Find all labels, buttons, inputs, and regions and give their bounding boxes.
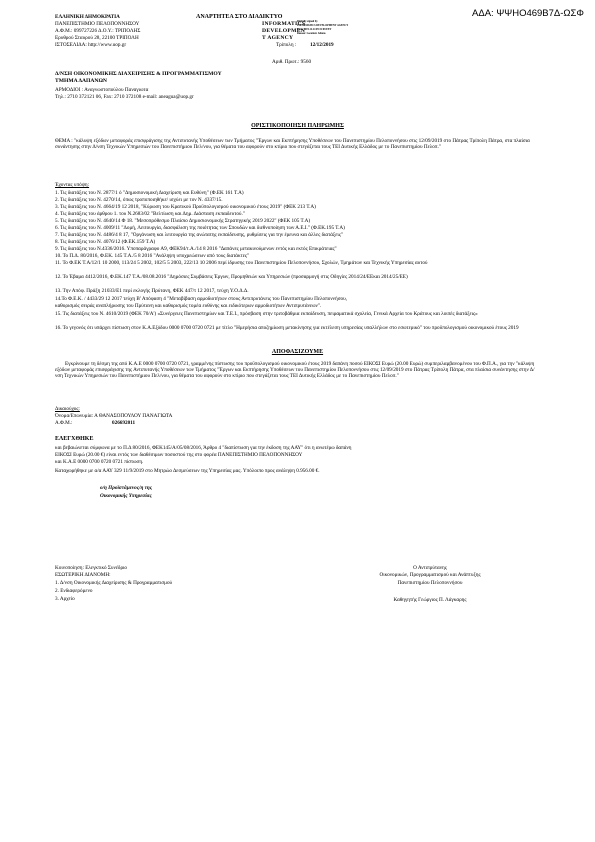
checked-line-1: και βεβαιώνεται σύμφωνα με το Π.Δ 80/2016, ΦΕΚ145/Α/05/08/2016, Άρθρο 4 "διαπίστωση για την έκδοση της ΑΑΥ" ότι η ανωτέρω δαπάνη: [55, 445, 352, 451]
org-line-4: Ερυθρού Σταυρού 28, 22100 ΤΡΙΠΟΛΗ: [55, 35, 139, 41]
document-title: ΟΡΙΣΤΙΚΟΠΟΙΗΣΗ ΠΛΗΡΩΜΗΣ: [251, 123, 344, 129]
checked-line-2: ΕΙΚΟΣΙ Ευρώ (20.00 €) είναι εντός των διαθέσιμων ποσοστού της στο φορέα ΠΑΝΕΠΙΣΤΗΜΙΟ ΠΕΛΟΠΟΝΝΗΣΟΥ: [55, 452, 303, 458]
beneficiary-label: Δικαιούχος:: [55, 406, 80, 412]
decision-paragraph: Εγκρίνουμε τη δέσμη της από Κ.Α.Ε 0000 0700 0720 0721, γραμμένης πίστωσης του προϋπολογισμού οικονομικού έτους 2019 δαπάνη ποσού ΕΙΚΟΣΙ Ευρώ (20.00 Ευρώ) συμπεριλαμβανομένου του Φ.Π.Α., για την "κάλυψη εξόδων μεταφοράς επισφράγισης της Αντιπυτανής Υποθέσεων των Τμήματος "Έργων και Εκπτήρησης Υποθέσεων του Πανεπιστημίου Πελοποννήσου στις 12/09/2019 στο Πάτρας Τρίπολη Πάτρα, στα πλαίσια συνάντησης στην Δ/νση Τεχνικών Υπηρεσιών του Πανεπιστήμιου Πελ/νου, για θέματα του αφορούν στο κτίριο που στεγάζεται τους ΤΕΙ Δυτικής Ελλάδος με το Πανεπιστημίου Πελοπ.": [55, 361, 535, 380]
org-line-3: Α.Φ.Μ.: 099727226 Δ.Ο.Υ.: ΤΡΙΠΟΛΗΣ: [55, 28, 141, 34]
posted-title: ΑΝΑΡΤΗΤΕΑ ΣΤΟ ΔΙΑΔΙΚΤΥΟ: [196, 14, 283, 20]
consideration-13: 13. Την Απόφ. Πράξη 21033/Ε1 περί εκλογής Πρύτανη, ΦΕΚ 447/τ 12 2017, τεύχη Υ.Ο.Δ.Δ.: [55, 288, 249, 294]
consideration-8: 8. Τις διατάξεις του Ν. 4076/12 (Φ.ΕΚ.159 Τ.Α): [55, 239, 156, 245]
consideration-16: 16. Το γεγονός ότι υπάρχει πίστωση στον Κ.Α.Εξόδου 0000 0700 0720 0721 με τίτλο "Ημερήσια αποζημίωση μετακίνησης για εκτέλεση υπηρεσίας υπαλλήλων στο εσωτερικό" του προϋπολογισμού οικονομικού έτους 2019: [55, 325, 519, 331]
signer-role-2: Πανεπιστημίου Πελοποννήσου: [397, 580, 463, 586]
distribution-item-1: 1. Δ/νση Οικονομικής Διαχείρισης & Προγραμματισμού: [55, 580, 173, 586]
date-value: 12/12/2019: [310, 42, 334, 48]
org-line-5: ΙΣΤΟΣΕΛΙΔΑ: http://www.uop.gr: [55, 42, 127, 48]
consideration-14-cont: καθορισμός σειράς αναπλήρωσης του Πρύτανη και καθορισμός τομέα ευθύνης και ειδικότερων αρμοδιοτήτων Αντιπρυτάνεων".: [55, 303, 322, 309]
consideration-2: 2. Τις διατάξεις του Ν. 4270/14, όπως τροποποιηθήκε/ ισχύει με τον Ν. 4337/15.: [55, 197, 223, 203]
ada-code: ΑΔΑ: ΨΨΗΟ469Β7Δ-ΩΣΦ: [472, 8, 584, 19]
consideration-12: 12. Το Έβαμα 4412/2016, Φ.ΕΚ.147 Τ.Α./08.08.2016 "Δημόσιες Συμβάσεις Έργων, Προμηθειών και Υπηρεσιών (προσαρμογή στις Οδηγίες 2014/24/ΕΕκαι 2014/25/ΕΕ): [55, 274, 408, 280]
consideration-4: 4. Τις διατάξεις του άρθρου 1. του Ν.2683/02 "Βελτίωση και Δημ. Διάσταση εκπαιδευτού.": [55, 211, 245, 217]
signer-name: Καθηγητής Γεώργιος Π. Λάγκαρης: [393, 597, 467, 603]
division-title: Δ/ΝΣΗ ΟΙΚΟΝΟΜΙΚΗΣ ΔΙΑΧΕΙΡΙΣΗΣ & ΠΡΟΓΡΑΜΜΑΤΙΣΜΟΥ: [55, 71, 222, 77]
consideration-6: 6. Τις διατάξεις του Ν. 4009/11 "Δομή, Λειτουργία, διασφάλιση της ποιότητας των Σπουδών και διεθνοποίηση των Α.Ε.Ι." (Φ.ΕΚ.195 Τ.Α): [55, 225, 345, 231]
consideration-14: 14.Το Φ.Ε.Κ. / 4433/29 12 2017 τεύχη Β' Απόφαση 4 "Μεταβίβαση αρμοδιοτήτων στους Αντιπρυτάνεις του Πανεπιστημίου Πελοποννήσου,: [55, 296, 347, 302]
logo-small-1: Digitally signed by: [297, 20, 318, 23]
having-label: Έχοντας υπόψη:: [55, 182, 90, 188]
beneficiary-afm-value: 026692011: [112, 420, 136, 426]
signoff-line-2: Οικονομικής Υπηρεσίας: [100, 493, 152, 499]
beneficiary-afm-label: Α.Φ.Μ.:: [55, 420, 73, 426]
consideration-11: 11. Το Φ.ΕΚ Τ.Α/12/1 10 2000, 113/24 5 2002, 102/5 5 2003, 222/13 10 2006 περί ίδρυσης του Πανεπιστημίου Πελοποννήσου, Σχολών, Τμημάτων και Τεχνικής Υπηρεσίας αυτού: [55, 260, 428, 266]
subject-paragraph: ΘΕΜΑ : "κάλυψη εξόδων μεταφοράς επισφράγισης της Αντιπυτανής Υποθέσεων των Τμήματος "Έργων και Εκπτήρησης Υποθέσεων του Πανεπιστημίου Πελοποννήσου στις 12/09/2019 στο Πάτρας Τρίπολη Πάτρα, στα πλαίσια συνάντησης στην Δ/νση Τεχνικών Υπηρεσιών του Πανεπιστήμιου Πελ/νου, για θέματα του αφορούν στο κτίριο που στεγάζεται τους ΤΕΙ Δυτικής Ελλάδος με το Πανεπιστημίου Πελοπ.": [55, 138, 530, 151]
consideration-5: 5. Τις διατάξεις του Ν. 4640/14 Φ 18. "Μεσοπρόθεσμο Πλαίσιο Δημοσιονομικής Στρατηγικής 2019 2022" (ΦΕΚ 105 Τ.Α): [55, 218, 311, 224]
registration-line: Καταχωρήθηκε με α/α ΑΑΥ 329 11/9/2019 στο Μητρώο Δεσμεύσεων της Υπηρεσίας μας. Υπόλοιπο προς ανάληψη 0.956.00 €.: [55, 468, 320, 474]
checked-line-3: και Κ.Α.Ε 0000 0700 0720 0721 πίστωση.: [55, 459, 144, 465]
internal-distribution-label: ΕΣΩΤΕΡΙΚΗ ΔΙΑΝΟΜΗ:: [55, 572, 111, 578]
consideration-15: 15. Τις διατάξεις του Ν. 4610/2019 (ΦΕΚ 70/Α') «Συνέργειες Πανεπιστημίων και Τ.Ε.Ι., πρόσβαση στην τριτοβάθμια εκπαίδευση, πειραματικά σχολεία, Γενικά Αρχεία του Κράτους και λοιπές διατάξεις»: [55, 311, 478, 317]
org-line-1: ΕΛΛΗΝΙΚΗ ΔΗΜΟΚΡΑΤΙΑ: [55, 14, 120, 20]
signer-role-1: Οικονομικών, Προγραμματισμού και Ανάπτυξης: [379, 572, 481, 578]
distribution-item-3: 3. Αρχείο: [55, 596, 75, 602]
consideration-10: 10. Το Π.Δ. 80/2016, Φ.ΕΚ. 145 Τ.Α./5 8 2016 "Ανάληψη υποχρεώσεων από τους διατάκτες": [55, 253, 250, 259]
checked-title: ΕΛΕΓΧΘΗΚΕ: [55, 436, 94, 442]
distribution-item-2: 2. Ενδιαφερόμενο: [55, 588, 93, 594]
logo-small-4: Reason: Location: Athens: [297, 32, 326, 35]
logo-small-2: INFORMATICS DEVELOPMENT AGENCY: [297, 24, 349, 27]
signoff-line-1: ο/η Προϊστάμενος/η της: [100, 485, 153, 491]
org-line-2: ΠΑΝΕΠΙΣΤΗΜΙΟ ΠΕΛΟΠΟΝΝΗΣΟΥ: [55, 21, 140, 27]
notification-label: Κοινοποίηση: Ελεγκτικό Συνέδριο: [55, 565, 128, 571]
logo-small-3: Date: 2019.12.24 09:31:08 EET: [297, 28, 332, 31]
consideration-9: 9. Τις διατάξεις του Ν.4336/2016. Υποπαράγραφο Α9, ΦΕΚ94/τ.Α./14 8 2016 "Δαπάνες μετακινούμενων εντός και εκτός Επικράτειας": [55, 246, 337, 252]
contact-line: Τηλ.: 2710 372121 06, Fax: 2710 372108 e-mail: aneagua@uop.gr: [55, 94, 194, 100]
decide-title: ΑΠΟΦΑΣΙΖΟΥΜΕ: [271, 349, 324, 355]
department-title: ΤΜΗΜΑ ΔΑΠΑΝΩΝ: [55, 78, 107, 84]
date-label: Τρίπολη :: [276, 42, 297, 48]
consideration-1: 1. Τις διατάξεις του Ν. 2877/1 ό "Δημοσιονομική Διαχείριση και Ευθύνη" (Φ.ΕΚ 161 Τ.Α): [55, 190, 244, 196]
responsible-line: ΑΡΜΟΔΙΟΙ : Αναγνωστοπούλου Παναγιωτα: [55, 87, 149, 93]
consideration-3: 3. Τις διατάξεις του Ν. 4664/19 12 2018, "Κύρωση του Κρατικού Προϋπολογισμού οικονομικού έτους 2019" (ΦΕΚ 213 Τ.Α): [55, 204, 316, 210]
consideration-7: 7. Τις διατάξεις του Ν. 4486/4 8 17, "Οργάνωση και λειτουργία της ανώτατης εκπαίδευσης, ρυθμίσεις για την έρευνα και άλλες διατάξεις": [55, 232, 344, 238]
logo-line-3: T AGENCY: [262, 35, 294, 41]
logo-line-1: INFORMATICS: [262, 21, 306, 27]
logo-line-2: DEVELOPMEN: [262, 28, 306, 34]
protocol-number: Αριθ. Πρωτ.: 9560: [272, 59, 312, 65]
signer-title: Ο Αντιπρύτανης: [413, 565, 447, 571]
beneficiary-name: Όνομα/Επωνυμία: Α ΘΑΝΑΣΟΠΟΥΛΟΥ ΠΑΝΑΓΙΩΤΑ: [55, 413, 173, 419]
